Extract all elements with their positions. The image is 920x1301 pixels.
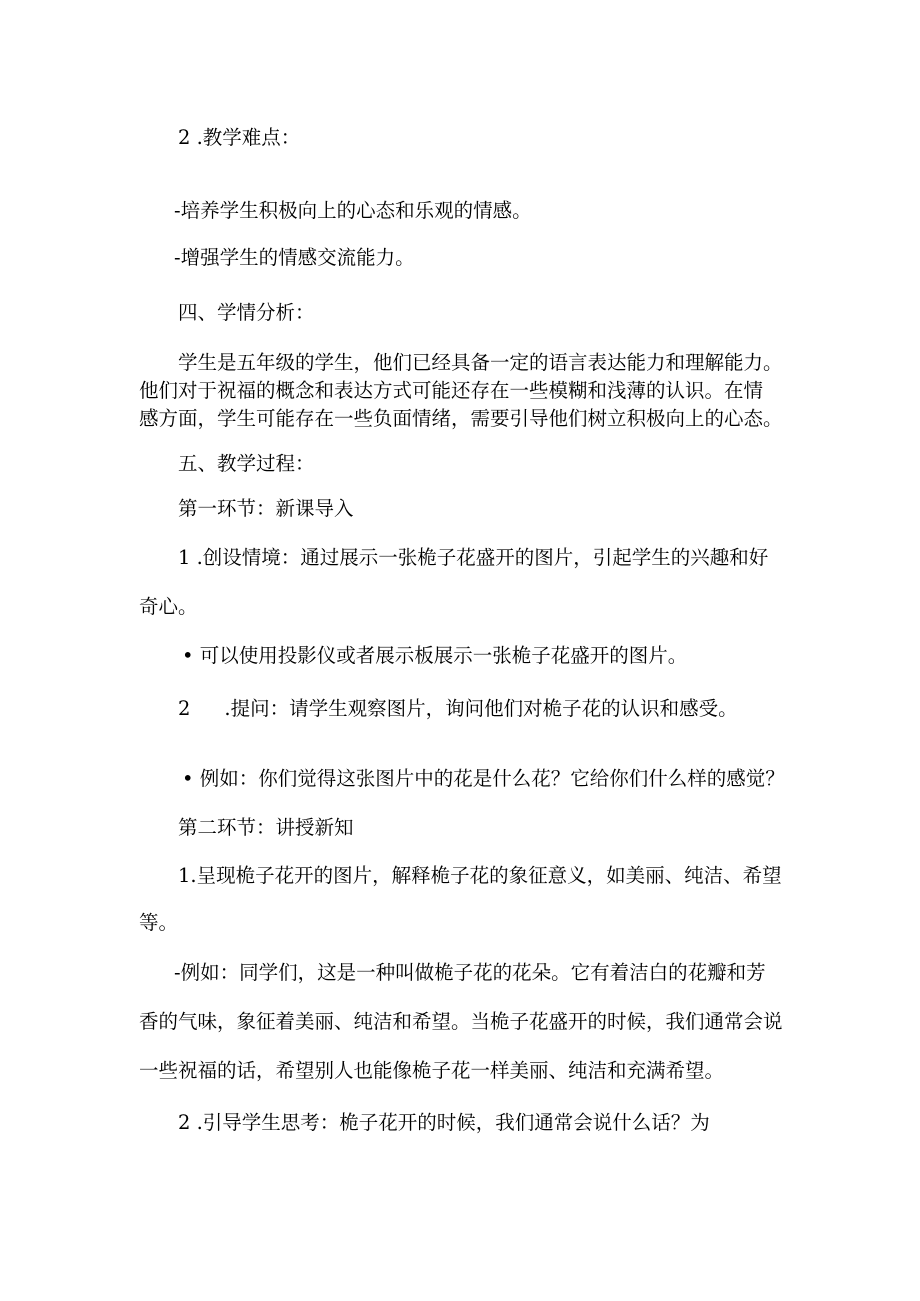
analysis-paragraph-line-2: 他们对于祝福的概念和表达方式可能还存在一些模糊和浅薄的认识。在情: [139, 379, 764, 402]
heading-teaching-difficulties: 2 .教学难点：: [178, 126, 301, 149]
step-1-line-2: 奇心。: [139, 595, 198, 618]
section-2-title: 第二环节：讲授新知: [178, 816, 354, 839]
step-1-bullet: • 可以使用投影仪或者展示板展示一张桅子花盛开的图片。: [182, 644, 688, 667]
section-1-title: 第一环节：新课导入: [178, 497, 354, 520]
difficulty-item-1: -培养学生积极向上的心态和乐观的情感。: [174, 199, 532, 222]
step-2-text: .提问：请学生观察图片，询问他们对桅子花的认识和感受。: [224, 697, 738, 720]
difficulty-item-2: -增强学生的情感交流能力。: [174, 246, 415, 269]
step-1-line-1: 1 .创设情境：通过展示一张桅子花盛开的图片，引起学生的兴趣和好: [178, 546, 769, 569]
step-2-line: [178, 697, 738, 721]
step-2-bullet: • 例如：你们觉得这张图片中的花是什么花？它给你们什么样的感觉？: [182, 767, 785, 790]
new-knowledge-item-1-line-2: 等。: [139, 911, 179, 934]
new-knowledge-item-2-line-1: 2 .引导学生思考：桅子花开的时候，我们通常会说什么话？为: [178, 1111, 710, 1134]
heading-teaching-process: 五、教学过程：: [178, 452, 315, 475]
heading-student-analysis: 四、学情分析：: [178, 301, 315, 324]
new-knowledge-item-1-line-1: 1.呈现桅子花开的图片，解释桅子花的象征意义，如美丽、纯洁、希望: [178, 864, 782, 887]
example-line-3: 一些祝福的话，希望别人也能像桅子花一样美丽、纯洁和充满希望。: [139, 1059, 725, 1082]
analysis-paragraph-line-3: 感方面，学生可能存在一些负面情绪，需要引导他们树立积极向上的心态。: [139, 407, 783, 430]
example-line-2: 香的气味，象征着美丽、纯洁和希望。当桅子花盛开的时候，我们通常会说: [139, 1010, 783, 1033]
step-2-number: 2: [178, 697, 191, 720]
analysis-paragraph-line-1: 学生是五年级的学生，他们已经具备一定的语言表达能力和理解能力。: [178, 351, 783, 374]
example-line-1: -例如：同学们，这是一种叫做桅子花的花朵。它有着洁白的花瓣和芳: [174, 961, 766, 984]
